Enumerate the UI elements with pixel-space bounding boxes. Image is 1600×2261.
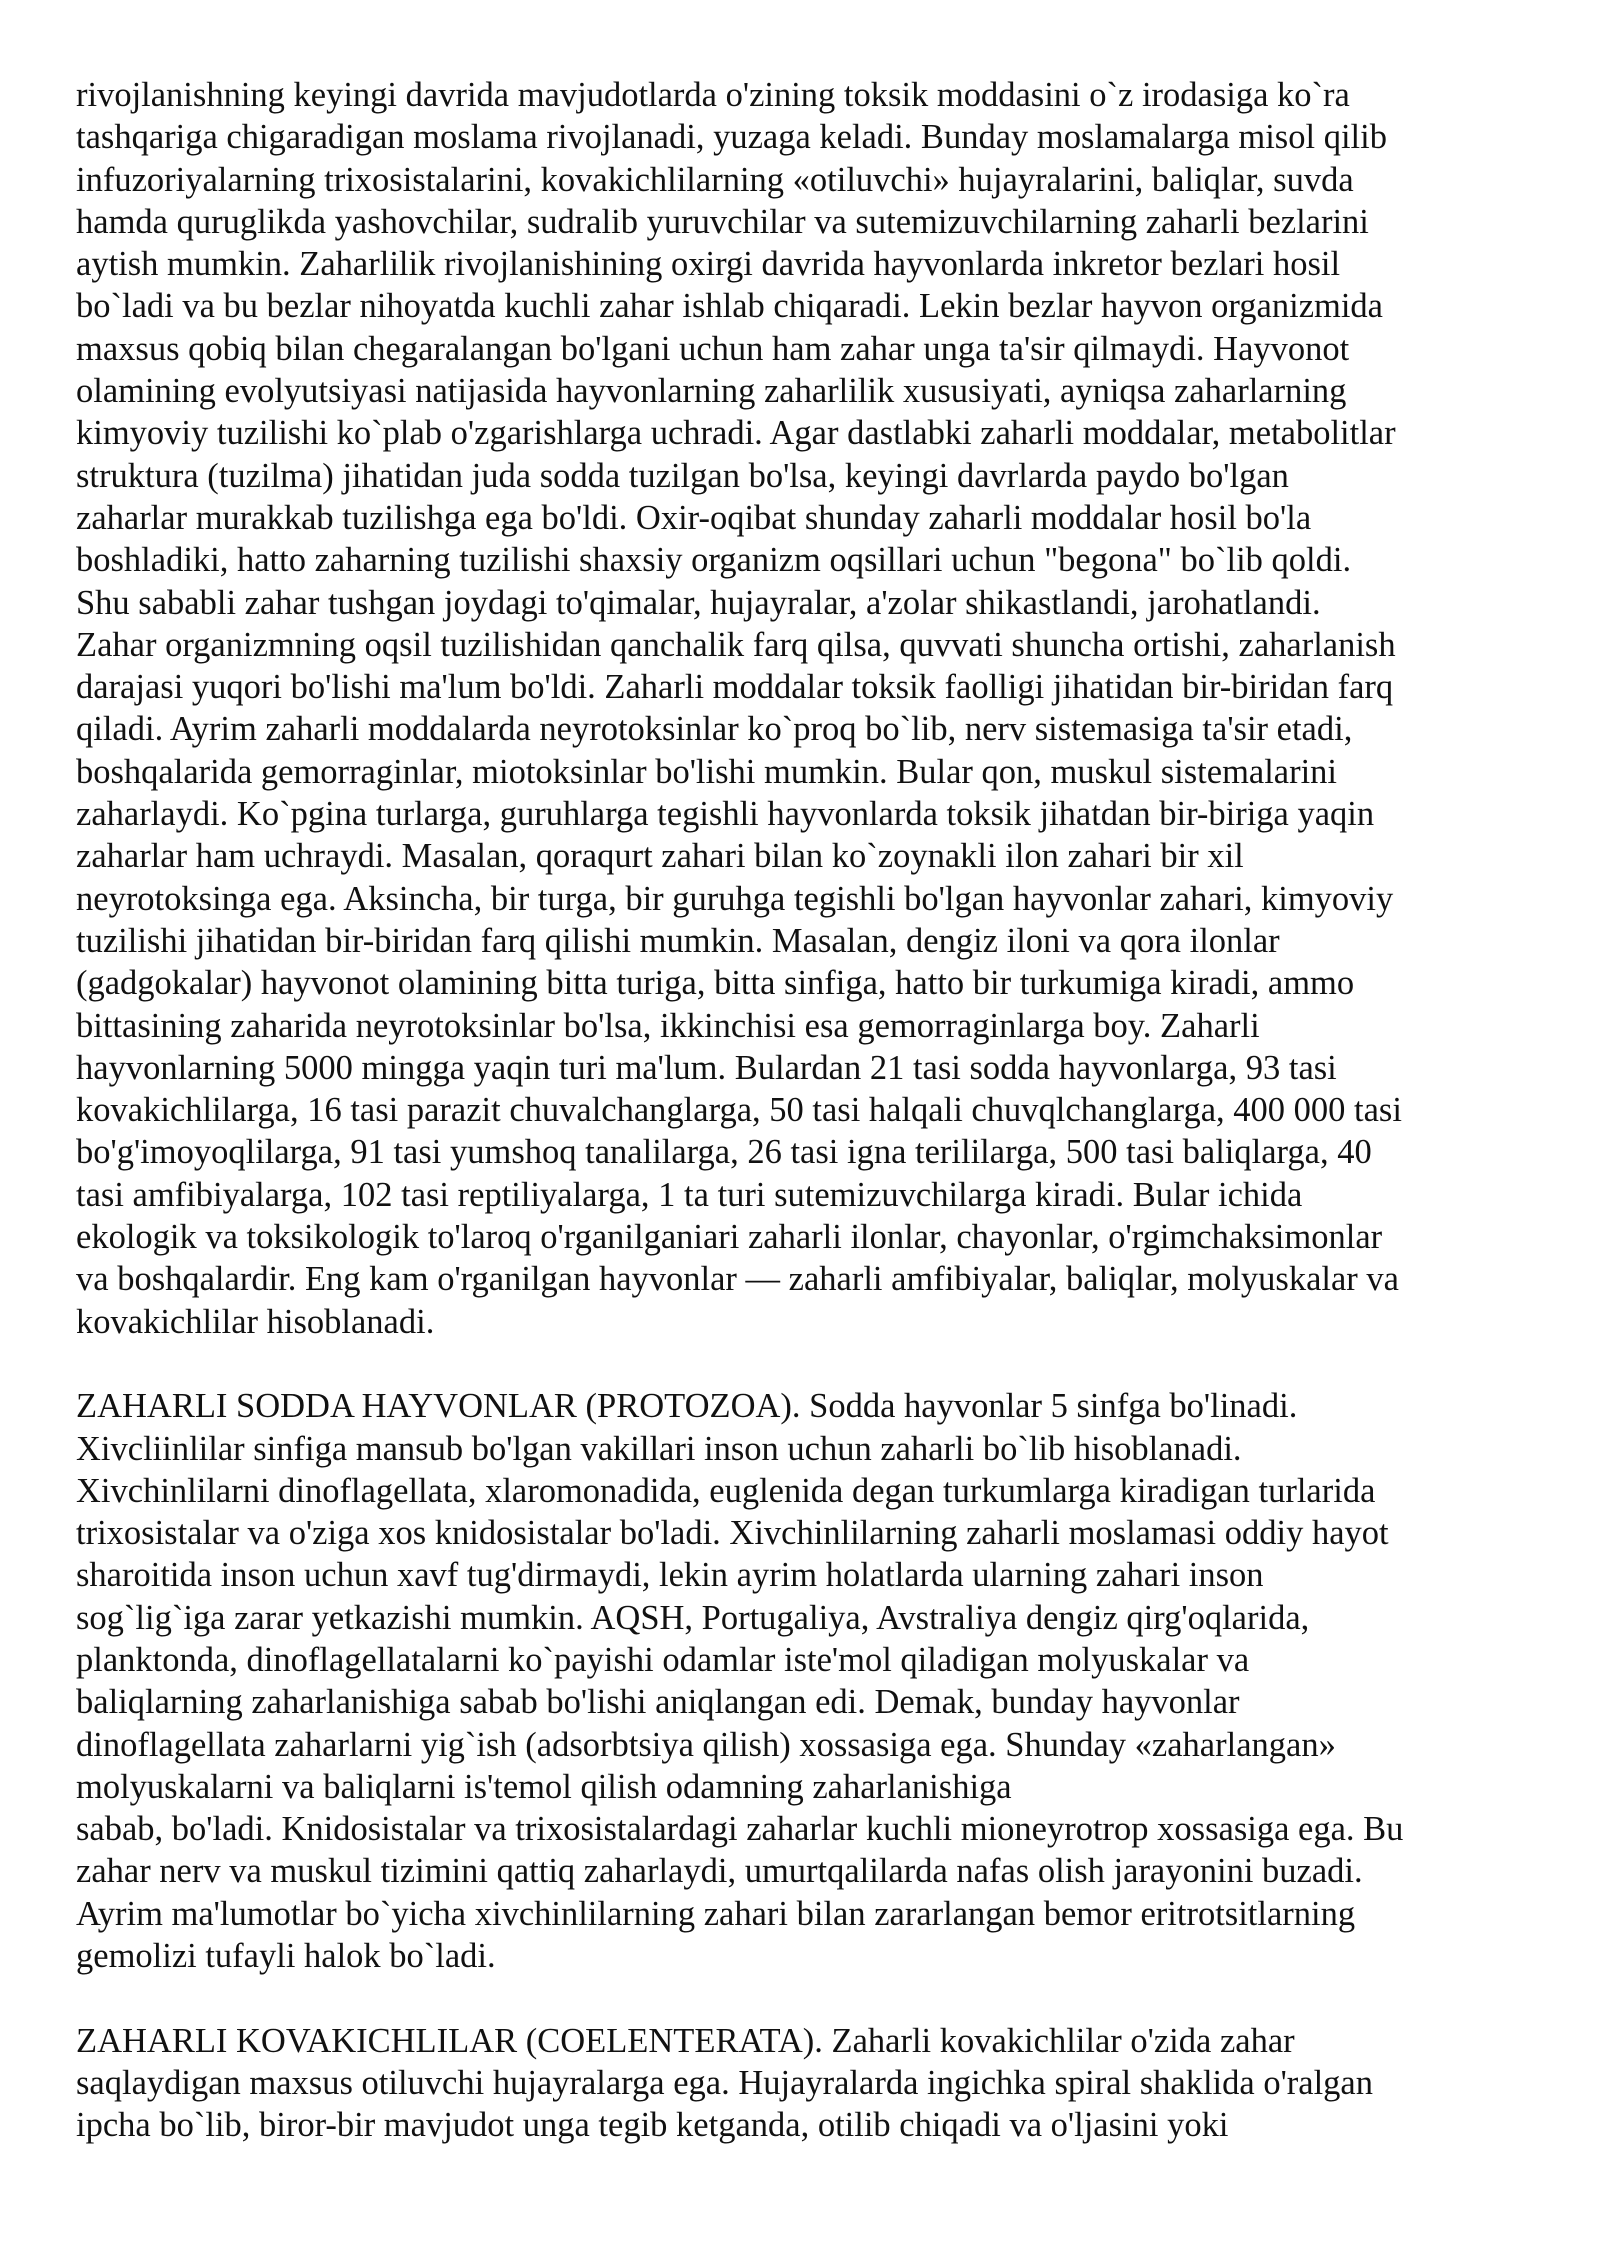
text-line: bo`ladi va bu bezlar nihoyatda kuchli zahar ishlab chiqaradi. Lekin bezlar hayvon organizmida	[76, 287, 1383, 326]
text-line: gemolizi tufayli halok bo`ladi.	[76, 1937, 496, 1976]
text-line: tuzilishi jihatidan bir-biridan farq qilishi mumkin. Masalan, dengiz iloni va qora ilonlar	[76, 921, 1280, 960]
text-line: saqlaydigan maxsus otiluvchi hujayralarga ega. Hujayralarda ingichka spiral shaklida o'ralgan	[76, 2063, 1373, 2102]
text-line: sabab, bo'ladi. Knidosistalar va trixosistalardagi zaharlar kuchli mioneyrotrop xossasiga ega. Bu	[76, 1810, 1404, 1849]
text-line: ZAHARLI KOVAKICHLILAR (COELENTERATA). Zaharli kovakichlilar o'zida zahar	[76, 2021, 1295, 2060]
text-line: hayvonlarning 5000 mingga yaqin turi ma'lum. Bulardan 21 tasi sodda hayvonlarga, 93 tasi	[76, 1048, 1337, 1087]
text-line: tasi amfibiyalarga, 102 tasi reptiliyalarga, 1 ta turi sutemizuvchilarga kiradi. Bular ichida	[76, 1175, 1303, 1214]
text-line: ekologik va toksikologik to'laroq o'rganilganiari zaharli ilonlar, chayonlar, o'rgimchaksimonlar	[76, 1218, 1383, 1257]
text-line: sharoitida inson uchun xavf tug'dirmaydi, lekin ayrim holatlarda ularning zahari inson	[76, 1556, 1264, 1595]
paragraph-gap	[76, 1977, 1536, 2019]
text-line: trixosistalar va o'ziga xos knidosistalar bo'ladi. Xivchinlilarning zaharli moslamasi oddiy hayot	[76, 1514, 1389, 1553]
text-line: zaharlar ham uchraydi. Masalan, qoraqurt zahari bilan ko`zoynakli ilon zahari bir xil	[76, 837, 1244, 876]
text-line: molyuskalarni va baliqlarni is'temol qilish odamning zaharlanishiga	[76, 1767, 1012, 1806]
text-line: hamda quruglikda yashovchilar, sudralib yuruvchilar va sutemizuvchilarning zaharli bezlarini	[76, 202, 1369, 241]
text-line: va boshqalardir. Eng kam o'rganilgan hayvonlar — zaharli amfibiyalar, baliqlar, molyuskalar va	[76, 1260, 1399, 1299]
text-line: boshqalarida gemorraginlar, miotoksinlar bo'lishi mumkin. Bular qon, muskul sistemalarini	[76, 752, 1338, 791]
paragraph-protozoa	[76, 1385, 1536, 1977]
text-line: qiladi. Ayrim zaharli moddalarda neyrotoksinlar ko`proq bo`lib, nerv sistemasiga ta'sir etadi,	[76, 710, 1353, 749]
text-line: Zahar organizmning oqsil tuzilishidan qanchalik farq qilsa, quvvati shuncha ortishi, zaharlanish	[76, 625, 1396, 664]
text-line: tashqariga chigaradigan moslama rivojlanadi, yuzaga keladi. Bunday moslamalarga misol qilib	[76, 118, 1387, 157]
paragraph-toxicity-evolution	[76, 74, 1536, 1343]
text-line: ipcha bo`lib, biror-bir mavjudot unga tegib ketganda, otilib chiqadi va o'ljasini yoki	[76, 2106, 1229, 2145]
text-line: sog`lig`iga zarar yetkazishi mumkin. AQSH, Portugaliya, Avstraliya dengiz qirg'oqlarida,	[76, 1598, 1310, 1637]
paragraph-gap	[76, 1343, 1536, 1385]
text-line: struktura (tuzilma) jihatidan juda sodda tuzilgan bo'lsa, keyingi davrlarda paydo bo'lgan	[76, 456, 1289, 495]
text-line: dinoflagellata zaharlarni yig`ish (adsorbtsiya qilish) xossasiga ega. Shunday «zaharlangan»	[76, 1725, 1336, 1764]
text-line: planktonda, dinoflagellatalarni ko`payishi odamlar iste'mol qiladigan molyuskalar va	[76, 1640, 1250, 1679]
text-line: kimyoviy tuzilishi ko`plab o'zgarishlarga uchradi. Agar dastlabki zaharli moddalar, metabolitlar	[76, 414, 1396, 453]
text-line: Ayrim ma'lumotlar bo`yicha xivchinlilarning zahari bilan zararlangan bemor eritrotsitlarning	[76, 1894, 1356, 1933]
text-line: aytish mumkin. Zaharlilik rivojlanishining oxirgi davrida hayvonlarda inkretor bezlari hosil	[76, 245, 1341, 284]
paragraph-coelenterata	[76, 2020, 1536, 2147]
text-line: zaharlaydi. Ko`pgina turlarga, guruhlarga tegishli hayvonlarda toksik jihatdan bir-biriga yaqin	[76, 795, 1375, 834]
text-line: Xivcliinlilar sinfiga mansub bo'lgan vakillari inson uchun zaharli bo`lib hisoblanadi.	[76, 1429, 1242, 1468]
text-line: zahar nerv va muskul tizimini qattiq zaharlaydi, umurtqalilarda nafas olish jarayonini buzadi.	[76, 1852, 1363, 1891]
text-line: kovakichlilarga, 16 tasi parazit chuvalchanglarga, 50 tasi halqali chuvqlchanglarga, 400 000 tasi	[76, 1091, 1402, 1130]
text-line: Shu sababli zahar tushgan joydagi to'qimalar, hujayralar, a'zolar shikastlandi, jarohatlandi.	[76, 583, 1321, 622]
text-line: (gadgokalar) hayvonot olamining bitta turiga, bitta sinfiga, hatto bir turkumiga kiradi, ammo	[76, 964, 1355, 1003]
text-line: Xivchinlilarni dinoflagellata, xlaromonadida, euglenida degan turkumlarga kiradigan turlarida	[76, 1471, 1376, 1510]
text-line: bo'g'imoyoqlilarga, 91 tasi yumshoq tanalilarga, 26 tasi igna terililarga, 500 tasi baliqlarga, 40	[76, 1133, 1372, 1172]
text-line: ZAHARLI SODDA HAYVONLAR (PROTOZOA). Sodda hayvonlar 5 sinfga bo'linadi.	[76, 1387, 1298, 1426]
text-line: maxsus qobiq bilan chegaralangan bo'lgani uchun ham zahar unga ta'sir qilmaydi. Hayvonot	[76, 329, 1350, 368]
text-line: darajasi yuqori bo'lishi ma'lum bo'ldi. Zaharli moddalar toksik faolligi jihatidan bir-biridan farq	[76, 668, 1394, 707]
text-line: zaharlar murakkab tuzilishga ega bo'ldi. Oxir-oqibat shunday zaharli moddalar hosil bo'la	[76, 498, 1312, 537]
text-line: rivojlanishning keyingi davrida mavjudotlarda o'zining toksik moddasini o`z irodasiga ko`ra	[76, 76, 1350, 114]
text-line: bittasining zaharida neyrotoksinlar bo'lsa, ikkinchisi esa gemorraginlarga boy. Zaharli	[76, 1006, 1260, 1045]
text-line: kovakichlilar hisoblanadi.	[76, 1302, 435, 1341]
document-page	[76, 74, 1536, 2147]
text-line: baliqlarning zaharlanishiga sabab bo'lishi aniqlangan edi. Demak, bunday hayvonlar	[76, 1683, 1240, 1722]
text-line: olamining evolyutsiyasi natijasida hayvonlarning zaharlilik xususiyati, ayniqsa zaharlarning	[76, 372, 1347, 411]
text-line: boshladiki, hatto zaharning tuzilishi shaxsiy organizm oqsillari uchun "begona" bo`lib qoldi.	[76, 541, 1352, 580]
text-line: neyrotoksinga ega. Aksincha, bir turga, bir guruhga tegishli bo'lgan hayvonlar zahari, kimyoviy	[76, 879, 1394, 918]
text-line: infuzoriyalarning trixosistalarini, kovakichlilarning «otiluvchi» hujayralarini, baliqlar, suvda	[76, 160, 1354, 199]
